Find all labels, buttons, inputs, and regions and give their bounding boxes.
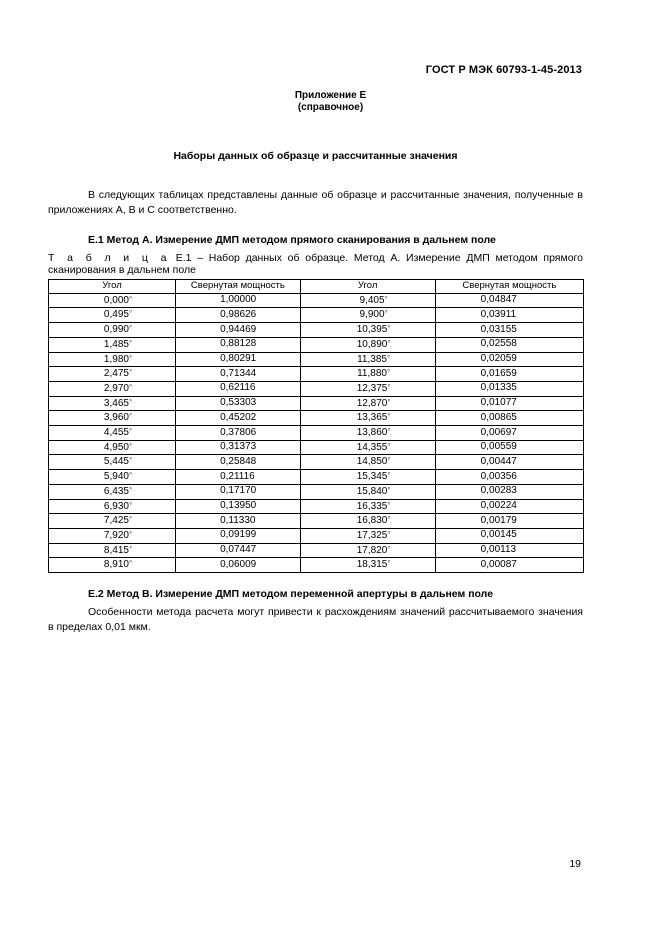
cell-angle-2: 15,345°: [300, 470, 435, 485]
header-power-2: Свернутая мощность: [435, 280, 583, 294]
degree-symbol: °: [384, 294, 388, 304]
table-row: [49, 308, 584, 323]
cell-angle-2: 9,900°: [300, 308, 435, 323]
degree-symbol: °: [128, 368, 133, 378]
intro-paragraph: В следующих таблицах представлены данные об образце и рассчитанные значения, полученные в приложениях А, В и С соответственно.: [48, 189, 583, 216]
degree-symbol: °: [128, 338, 133, 348]
cell-power-1: 0,45202: [176, 411, 301, 426]
cell-angle-1: 5,445°: [49, 455, 176, 470]
cell-power-1: 0,88128: [176, 337, 301, 352]
cell-angle-1: 0,000°: [49, 293, 176, 308]
table-row: [49, 440, 584, 455]
cell-power-1: 0,71344: [176, 367, 301, 382]
annex-heading: Наборы данных об образце и рассчитанные значения: [173, 150, 458, 162]
cell-angle-1: 4,950°: [49, 440, 176, 455]
degree-symbol: °: [387, 485, 391, 495]
table-row: [49, 484, 584, 499]
section-e2-title: Е.2 Метод В. Измерение ДМП методом переменной апертуры в дальнем поле: [88, 588, 494, 600]
cell-power-2: 0,00087: [435, 558, 583, 573]
cell-angle-2: 17,820°: [300, 543, 435, 558]
degree-symbol: °: [128, 529, 133, 539]
cell-angle-1: 2,970°: [49, 381, 176, 396]
cell-angle-2: 15,840°: [300, 484, 435, 499]
degree-symbol: °: [128, 324, 133, 334]
degree-symbol: °: [387, 515, 391, 525]
degree-symbol: °: [128, 500, 133, 510]
cell-power-2: 0,01335: [435, 381, 583, 396]
table-row: [49, 337, 584, 352]
degree-symbol: °: [386, 353, 391, 363]
cell-angle-1: 2,475°: [49, 367, 176, 382]
page-number: 19: [569, 858, 581, 870]
cell-angle-1: 7,425°: [49, 514, 176, 529]
cell-angle-1: 8,415°: [49, 543, 176, 558]
degree-symbol: °: [387, 441, 391, 451]
cell-angle-2: 18,315°: [300, 558, 435, 573]
cell-angle-1: 0,495°: [49, 308, 176, 323]
cell-power-2: 0,00179: [435, 514, 583, 529]
degree-symbol: °: [387, 427, 391, 437]
degree-symbol: °: [128, 382, 133, 392]
cell-power-2: 0,00113: [435, 543, 583, 558]
cell-power-2: 0,00356: [435, 470, 583, 485]
table-row: [49, 514, 584, 529]
cell-angle-1: 3,960°: [49, 411, 176, 426]
degree-symbol: °: [128, 456, 133, 466]
cell-power-2: 0,04847: [435, 293, 583, 308]
table-row: [49, 426, 584, 441]
cell-angle-2: 12,375°: [300, 381, 435, 396]
cell-angle-1: 0,990°: [49, 323, 176, 338]
table-row: [49, 367, 584, 382]
cell-angle-2: 10,395°: [300, 323, 435, 338]
cell-angle-1: 8,910°: [49, 558, 176, 573]
cell-angle-2: 16,830°: [300, 514, 435, 529]
degree-symbol: °: [387, 471, 391, 481]
cell-power-1: 0,17170: [176, 484, 301, 499]
degree-symbol: °: [387, 456, 391, 466]
degree-symbol: °: [128, 559, 133, 569]
cell-angle-2: 9,405°: [300, 293, 435, 308]
degree-symbol: °: [128, 397, 133, 407]
cell-angle-2: 13,860°: [300, 426, 435, 441]
table-caption: [48, 252, 583, 276]
degree-symbol: °: [386, 368, 391, 378]
degree-symbol: °: [128, 353, 133, 363]
degree-symbol: °: [387, 500, 391, 510]
cell-power-1: 0,25848: [176, 455, 301, 470]
degree-symbol: °: [128, 441, 133, 451]
degree-symbol: °: [128, 485, 133, 495]
cell-power-2: 0,01659: [435, 367, 583, 382]
section-e1-title: Е.1 Метод А. Измерение ДМП методом прямого сканирования в дальнем поле: [88, 234, 496, 246]
cell-angle-2: 16,335°: [300, 499, 435, 514]
cell-power-1: 0,98626: [176, 308, 301, 323]
degree-symbol: °: [387, 397, 391, 407]
degree-symbol: °: [128, 427, 133, 437]
cell-power-2: 0,00447: [435, 455, 583, 470]
annex-title: Приложение Е: [294, 90, 367, 101]
cell-power-1: 0,11330: [176, 514, 301, 529]
cell-power-1: 0,21116: [176, 470, 301, 485]
cell-power-2: 0,03911: [435, 308, 583, 323]
cell-power-2: 0,00145: [435, 528, 583, 543]
degree-symbol: °: [128, 412, 133, 422]
section-e2-note: Особенности метода расчета могут привести к расхождениям значений рассчитываемого значения в пределах 0,01 мкм.: [48, 606, 583, 633]
header-angle-2: Угол: [300, 280, 435, 294]
header-angle-1: Угол: [49, 280, 176, 294]
table-row: [49, 543, 584, 558]
header-power-1: Свернутая мощность: [176, 280, 301, 294]
table-row: [49, 499, 584, 514]
degree-symbol: °: [128, 471, 133, 481]
annex-subtitle: (справочное): [297, 102, 364, 113]
table-row: [49, 528, 584, 543]
cell-power-2: 0,00865: [435, 411, 583, 426]
cell-power-1: 0,07447: [176, 543, 301, 558]
table-row: [49, 381, 584, 396]
document-code: ГОСТ Р МЭК 60793-1-45-2013: [425, 64, 582, 76]
table-header-row: [49, 280, 584, 294]
table-body: [49, 293, 584, 572]
table-caption-text: Е.1 – Набор данных об образце. Метод А. Измерение ДМП методом прямого сканирования в дальнем поле: [48, 252, 583, 276]
cell-power-1: 0,62116: [176, 381, 301, 396]
degree-symbol: °: [387, 382, 391, 392]
degree-symbol: °: [128, 294, 133, 304]
table-row: [49, 396, 584, 411]
cell-power-2: 0,02558: [435, 337, 583, 352]
cell-angle-2: 12,870°: [300, 396, 435, 411]
degree-symbol: °: [387, 529, 391, 539]
cell-angle-1: 1,980°: [49, 352, 176, 367]
cell-power-2: 0,00559: [435, 440, 583, 455]
cell-angle-1: 3,465°: [49, 396, 176, 411]
table-row: [49, 293, 584, 308]
cell-angle-2: 14,355°: [300, 440, 435, 455]
cell-angle-1: 7,920°: [49, 528, 176, 543]
cell-angle-1: 4,455°: [49, 426, 176, 441]
degree-symbol: °: [128, 515, 133, 525]
table-caption-prefix: Т а б л и ц а: [48, 252, 170, 264]
cell-power-2: 0,00697: [435, 426, 583, 441]
degree-symbol: °: [387, 559, 391, 569]
table-row: [49, 558, 584, 573]
cell-power-2: 0,03155: [435, 323, 583, 338]
degree-symbol: °: [387, 324, 391, 334]
degree-symbol: °: [384, 309, 388, 319]
table-row: [49, 455, 584, 470]
degree-symbol: °: [128, 544, 133, 554]
cell-angle-2: 11,385°: [300, 352, 435, 367]
sample-data-table: [48, 279, 584, 573]
cell-power-2: 0,00224: [435, 499, 583, 514]
cell-power-1: 0,13950: [176, 499, 301, 514]
cell-power-2: 0,02059: [435, 352, 583, 367]
cell-angle-2: 14,850°: [300, 455, 435, 470]
cell-angle-1: 6,930°: [49, 499, 176, 514]
cell-power-1: 0,37806: [176, 426, 301, 441]
degree-symbol: °: [387, 412, 391, 422]
cell-power-2: 0,01077: [435, 396, 583, 411]
cell-power-1: 0,31373: [176, 440, 301, 455]
cell-power-1: 0,53303: [176, 396, 301, 411]
table-row: [49, 352, 584, 367]
cell-angle-1: 6,435°: [49, 484, 176, 499]
cell-angle-2: 13,365°: [300, 411, 435, 426]
cell-power-1: 0,06009: [176, 558, 301, 573]
cell-angle-2: 11,880°: [300, 367, 435, 382]
degree-symbol: °: [387, 338, 391, 348]
table-row: [49, 323, 584, 338]
cell-angle-1: 5,940°: [49, 470, 176, 485]
cell-angle-2: 17,325°: [300, 528, 435, 543]
cell-angle-1: 1,485°: [49, 337, 176, 352]
table-row: [49, 470, 584, 485]
cell-power-2: 0,00283: [435, 484, 583, 499]
table-row: [49, 411, 584, 426]
degree-symbol: °: [387, 544, 391, 554]
cell-power-1: 0,94469: [176, 323, 301, 338]
degree-symbol: °: [128, 309, 133, 319]
cell-power-1: 1,00000: [176, 293, 301, 308]
cell-power-1: 0,80291: [176, 352, 301, 367]
cell-power-1: 0,09199: [176, 528, 301, 543]
cell-angle-2: 10,890°: [300, 337, 435, 352]
annex-title-block: [200, 90, 461, 114]
